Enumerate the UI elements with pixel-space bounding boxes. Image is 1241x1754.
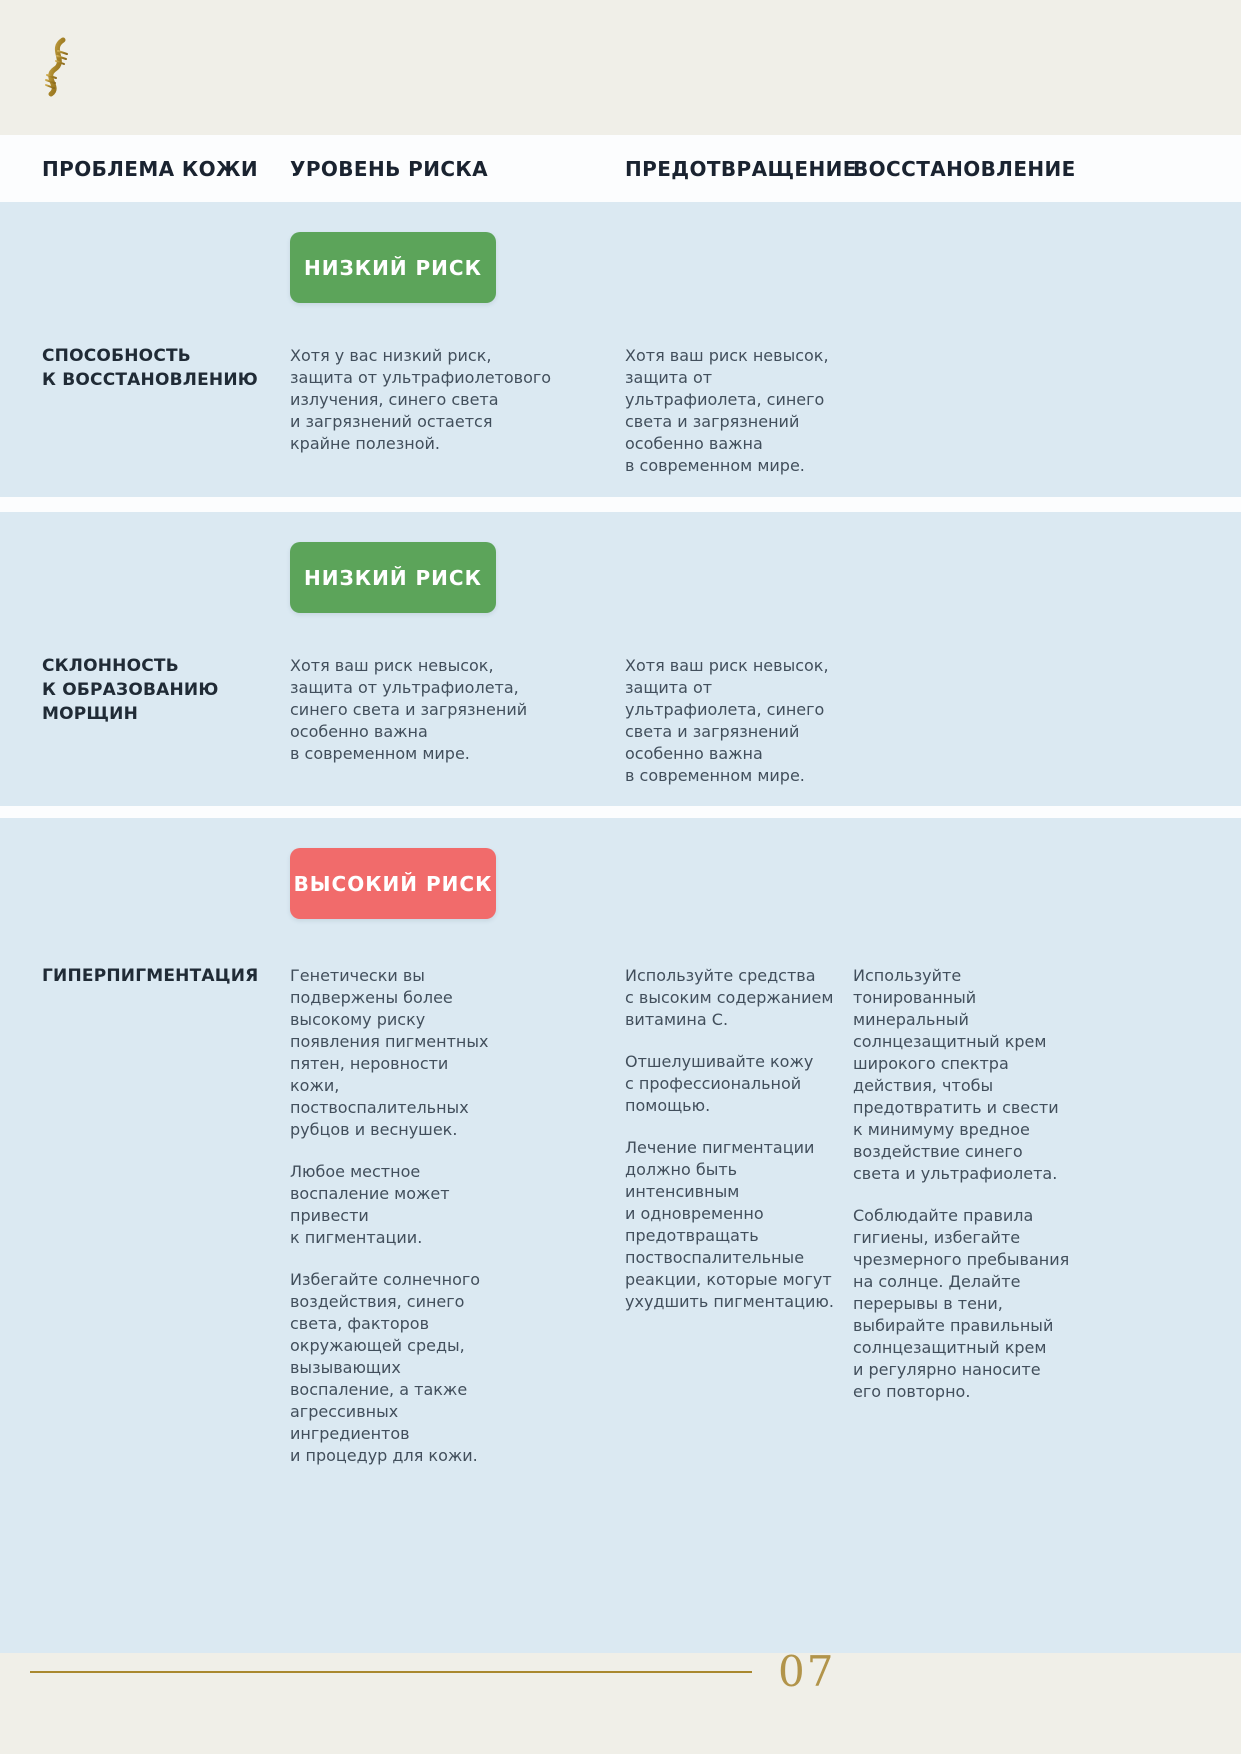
problem-label: СКЛОННОСТЬ К ОБРАЗОВАНИЮ МОРЩИН: [42, 656, 219, 724]
recovery-cell: [853, 345, 1241, 477]
page-number: 07: [778, 1647, 836, 1696]
dna-helix-icon: [42, 36, 72, 98]
risk-paragraph: Любое местное воспаление может привести к пигментации.: [290, 1162, 450, 1247]
column-header-risk-level: УРОВЕНЬ РИСКА: [290, 156, 489, 181]
recovery-cell: [853, 655, 1241, 787]
prevention-paragraph: Хотя ваш риск невысок, защита от ультрафиолета, синего света и загрязнений особенно важна в современном мире.: [625, 656, 829, 785]
recovery-cell: [853, 965, 1241, 1467]
risk-description-cell: [290, 345, 625, 477]
risk-paragraph: Хотя ваш риск невысок, защита от ультрафиолета, синего света и загрязнений особенно важна в современном мире.: [290, 656, 528, 763]
column-header-prevention: ПРЕДОТВРАЩЕНИЕ: [625, 156, 857, 181]
prevention-paragraph: Хотя ваш риск невысок, защита от ультрафиолета, синего света и загрязнений особенно важна в современном мире.: [625, 346, 829, 475]
table-row: [0, 965, 1241, 1467]
risk-badge-row: [0, 848, 1241, 919]
risk-paragraph: Генетически вы подвержены более высокому риску появления пигментных пятен, неровности кожи, поствоспалительных рубцов и веснушек.: [290, 966, 489, 1139]
risk-badge-low: НИЗКИЙ РИСК: [290, 232, 496, 303]
risk-paragraph: Хотя у вас низкий риск, защита от ультрафиолетового излучения, синего света и загрязнений остается крайне полезной.: [290, 346, 552, 453]
risk-badge-row: [0, 542, 1241, 613]
section-wrinkle-tendency: [0, 512, 1241, 806]
problem-label: СПОСОБНОСТЬ К ВОССТАНОВЛЕНИЮ: [42, 346, 258, 390]
brand-dna-logo: [42, 36, 72, 98]
table-header-row: [0, 135, 1241, 202]
section-hyperpigmentation: [0, 818, 1241, 1653]
column-header-skin-problem: ПРОБЛЕМА КОЖИ: [42, 156, 259, 181]
table-row: [0, 345, 1241, 477]
prevention-cell: [625, 345, 853, 477]
risk-description-cell: [290, 655, 625, 787]
report-table: [0, 135, 1241, 1653]
recovery-paragraph: Используйте тонированный минеральный солнцезащитный крем широкого спектра действия, чтобы предотвратить и свести к минимуму вредное воздействие синего света и ультрафиолета.: [853, 966, 1059, 1183]
risk-badge-row: [0, 232, 1241, 303]
column-header-recovery: ВОССТАНОВЛЕНИЕ: [853, 156, 1076, 181]
footer-divider-line: [30, 1671, 752, 1673]
prevention-cell: [625, 965, 853, 1467]
section-recovery-ability: [0, 202, 1241, 497]
prevention-paragraph: Лечение пигментации должно быть интенсивным и одновременно предотвращать поствоспалительные реакции, которые могут ухудшить пигментацию.: [625, 1138, 834, 1311]
risk-badge-high: ВЫСОКИЙ РИСК: [290, 848, 496, 919]
risk-badge-low: НИЗКИЙ РИСК: [290, 542, 496, 613]
prevention-cell: [625, 655, 853, 787]
problem-label: ГИПЕРПИГМЕНТАЦИЯ: [42, 966, 259, 986]
table-row: [0, 655, 1241, 787]
prevention-paragraph: Отшелушивайте кожу с профессиональной помощью.: [625, 1052, 814, 1115]
prevention-paragraph: Используйте средства с высоким содержанием витамина С.: [625, 966, 834, 1029]
risk-paragraph: Избегайте солнечного воздействия, синего света, факторов окружающей среды, вызывающих воспаление, а также агрессивных ингредиентов и процедур для кожи.: [290, 1270, 481, 1465]
page-footer: [0, 1649, 1241, 1695]
risk-description-cell: [290, 965, 625, 1467]
recovery-paragraph: Соблюдайте правила гигиены, избегайте чрезмерного пребывания на солнце. Делайте перерывы в тени, выбирайте правильный солнцезащитный крем и регулярно наносите его повторно.: [853, 1206, 1070, 1401]
